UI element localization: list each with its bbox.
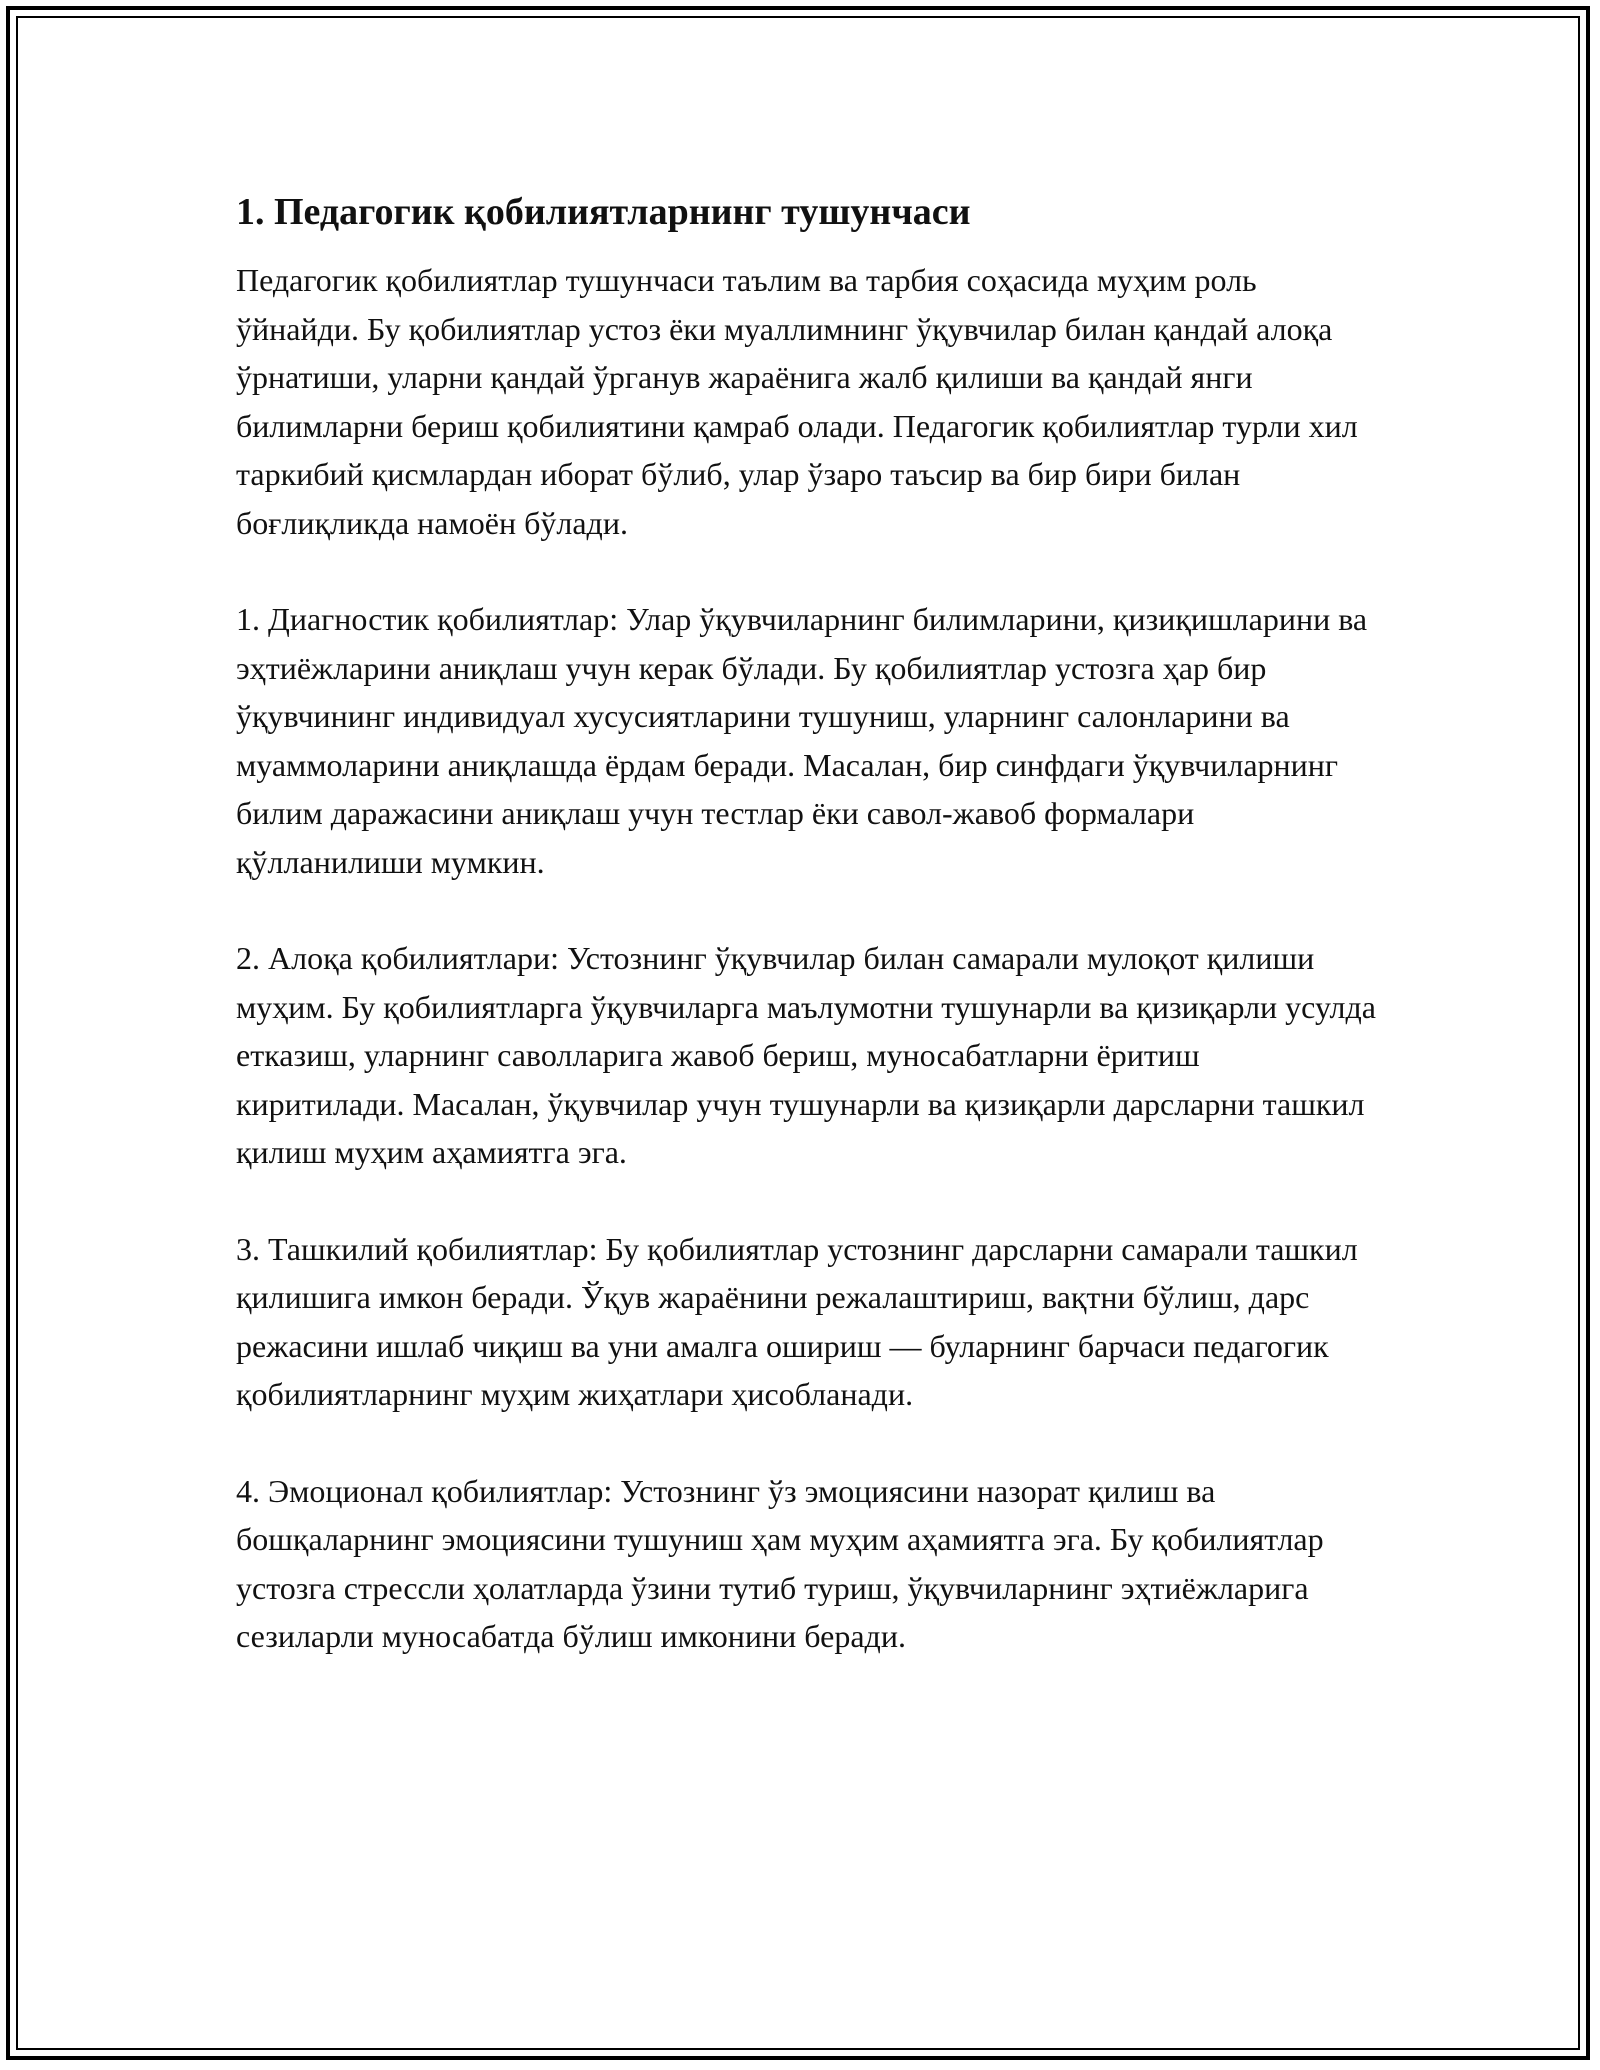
paragraph-organizational-abilities: 3. Ташкилий қобилиятлар: Бу қобилиятлар устознинг дарсларни самарали ташкил қилишига имкон беради. Ўқув жараёнини режалаштириш, вақтни бўлиш, дарс режасини ишлаб чиқиш ва уни амалга ошириш — буларнинг барчаси педагогик қобилиятларнинг муҳим жиҳатлари ҳисобланади. [236,1230,1358,1412]
document-body [236,188,1376,1709]
paragraph-diagnostic-abilities: 1. Диагностик қобилиятлар: Улар ўқувчиларнинг билимларини, қизиқишларини ва эҳтиёжларини аниқлаш учун керак бўлади. Бу қобилиятлар устозга ҳар бир ўқувчининг индивидуал хусусиятларини тушуниш, уларнинг салонларини ва муаммоларини аниқлашда ёрдам беради. Масалан, бир синфдаги ўқувчиларнинг билим даражасини аниқлаш учун тестлар ёки савол-жавоб формалари қўлланилиши мумкин. [236,601,1368,880]
section-heading: 1. Педагогик қобилиятларнинг тушунчаси [236,191,971,233]
paragraph-communication-abilities: 2. Алоқа қобилиятлари: Устознинг ўқувчилар билан самарали мулоқот қилиши муҳим. Бу қобилиятларга ўқувчиларга маълумотни тушунарли ва қизиқарли усулда етказиш, уларнинг саволларига жавоб бериш, муносабатларни ёритиш киритилади. Масалан, ўқувчилар учун тушунарли ва қизиқарли дарсларни ташкил қилиш муҳим аҳамиятга эга. [236,940,1376,1170]
intro-paragraph: Педагогик қобилиятлар тушунчаси таълим ва тарбия соҳасида муҳим роль ўйнайди. Бу қобилиятлар устоз ёки муаллимнинг ўқувчилар билан қандай алоқа ўрнатиши, уларни қандай ўрганув жараёнига жалб қилиши ва қандай янги билимларни бериш қобилиятини қамраб олади. Педагогик қобилиятлар турли хил таркибий қисмлардан иборат бўлиб, улар ўзаро таъсир ва бир бири билан боғлиқликда намоён бўлади. [236,262,1358,541]
paragraph-emotional-abilities: 4. Эмоционал қобилиятлар: Устознинг ўз эмоциясини назорат қилиш ва бошқаларнинг эмоциясини тушуниш ҳам муҳим аҳамиятга эга. Бу қобилиятлар устозга стрессли ҳолатларда ўзини тутиб туриш, ўқувчиларнинг эҳтиёжларига сезиларли муносабатда бўлиш имконини беради. [236,1472,1324,1654]
